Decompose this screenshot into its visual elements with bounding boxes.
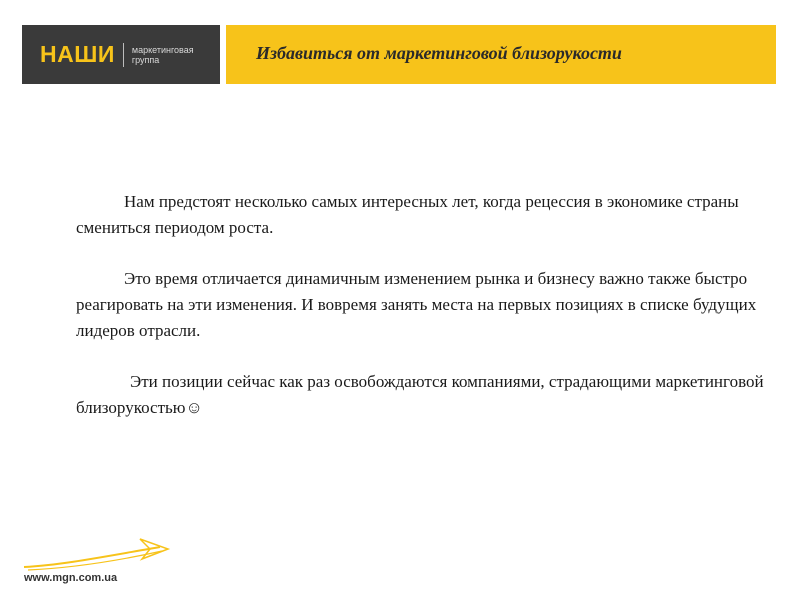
logo-divider — [123, 43, 124, 67]
slide-title: Избавиться от маркетинговой близорукости — [256, 43, 622, 63]
title-bar — [226, 25, 776, 84]
logo-wordmark: НАШИ — [40, 41, 115, 67]
slide-body — [76, 189, 766, 446]
logo-subtitle-line2: группа — [131, 54, 160, 65]
paragraph-1: Нам предстоят несколько самых интересных лет, когда рецессия в экономике страны смениться периодом роста. — [76, 192, 739, 237]
paragraph-2: Это время отличается динамичным изменением рынка и бизнесу важно также быстро реагировать на эти изменения. И вовремя занять места на первых позициях в списке будущих лидеров отрасли. — [76, 269, 757, 340]
arrow-swoosh-icon — [22, 535, 172, 573]
logo-subtitle — [132, 45, 194, 65]
website-url: www.mgn.com.ua — [24, 572, 118, 584]
brand-logo — [22, 25, 220, 84]
paragraph-3: Эти позиции сейчас как раз освобождаются компаниями, страдающими маркетинговой близорукостью☺ — [76, 372, 764, 417]
logo-subtitle-line1: маркетинговая — [131, 44, 194, 55]
